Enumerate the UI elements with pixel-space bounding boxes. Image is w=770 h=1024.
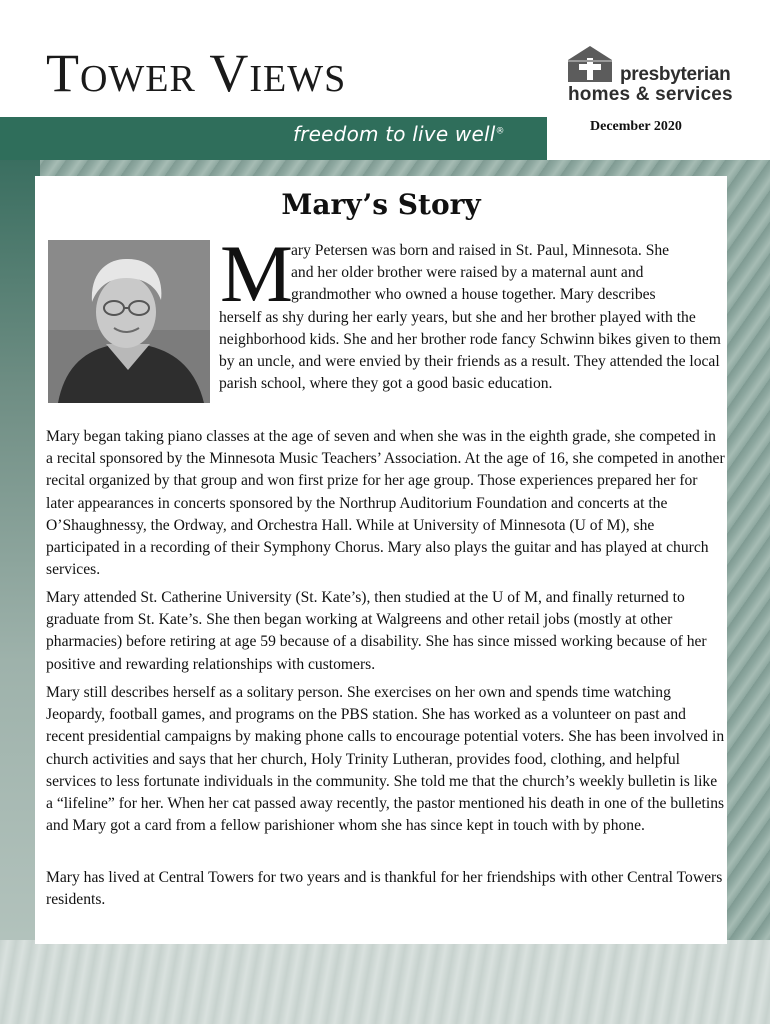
lead-line-3: grandmother who owned a house together. Mary describes bbox=[291, 286, 656, 304]
article-title: Mary’s Story bbox=[281, 188, 481, 221]
lead-line-1: ary Petersen was born and raised in St. Paul, Minnesota. She bbox=[291, 242, 670, 259]
logo-text-homes-services: homes & services bbox=[568, 84, 733, 105]
newsletter-masthead: Tower Views bbox=[46, 43, 347, 103]
drop-cap-letter: M bbox=[220, 228, 293, 319]
article-panel bbox=[35, 176, 727, 944]
portrait-illustration bbox=[48, 240, 210, 403]
issue-date: December 2020 bbox=[590, 119, 682, 134]
registered-mark: ® bbox=[495, 126, 505, 137]
tagline-text: freedom to live well bbox=[293, 122, 496, 146]
lead-paragraph bbox=[219, 228, 724, 395]
presbyterian-homes-logo bbox=[568, 46, 733, 108]
left-decorative-strip bbox=[0, 120, 40, 1024]
tagline bbox=[293, 122, 505, 146]
paragraph-solitary-life: Mary still describes herself as a solitary person. She exercises on her own and spends time watching Jeopardy, football games, and programs on the PBS station. She has worked as a volunteer on past and recent presidential campaigns by making phone calls to encourage potential voters. She has been involved in church activities and says that her church, Holy Trinity Lutheran, provides food, clothing, and helpful services to less fortunate individuals in the community. She told me that the church’s weekly bulletin is like a “lifeline” for her. When her cat passed away recently, the pastor mentioned his death in one of the bulletins and Mary got a card from a fellow parishioner whom she has since kept in touch with by phone. bbox=[46, 684, 725, 835]
lead-paragraph-rest: herself as shy during her early years, but she and her brother played with the neighborhood kids. She and her brother rode fancy Schwinn bikes given to them by an uncle, and were envied by their friends as a result. They attended the local parish school, where they got a good basic education. bbox=[219, 308, 721, 393]
lead-line-2: and her older brother were raised by a maternal aunt and bbox=[291, 264, 644, 282]
logo-text-presbyterian: presbyterian bbox=[620, 64, 731, 85]
portrait-photo bbox=[48, 240, 210, 403]
paragraph-piano: Mary began taking piano classes at the age of seven and when she was in the eighth grade, she competed in a recital sponsored by the Minnesota Music Teachers’ Association. At the age of 16, she competed in another recital organized by that group and won first prize for her age group. Those experiences prepared her for later appearances in concerts sponsored by the Northrup Auditorium Foundation and concerts at the O’Shaughnessy, the Ordway, and Orchestra Hall. While at University of Minnesota (U of M), she participated in a recording of their Symphony Chorus. Mary also plays the guitar and has played at church services. bbox=[46, 428, 725, 579]
paragraph-central-towers: Mary has lived at Central Towers for two years and is thankful for her friendships with other Central Towers residents. bbox=[46, 869, 723, 909]
bottom-decorative-band bbox=[0, 940, 770, 1024]
paragraph-education-work: Mary attended St. Catherine University (St. Kate’s), then studied at the U of M, and finally returned to graduate from St. Kate’s. She then began working at Walgreens and other retail jobs (mostly at other pharmacies) before retiring at age 59 because of a disability. She has since missed working because of her positive and rewarding relationships with customers. bbox=[46, 589, 707, 673]
house-cross-icon bbox=[568, 46, 612, 82]
